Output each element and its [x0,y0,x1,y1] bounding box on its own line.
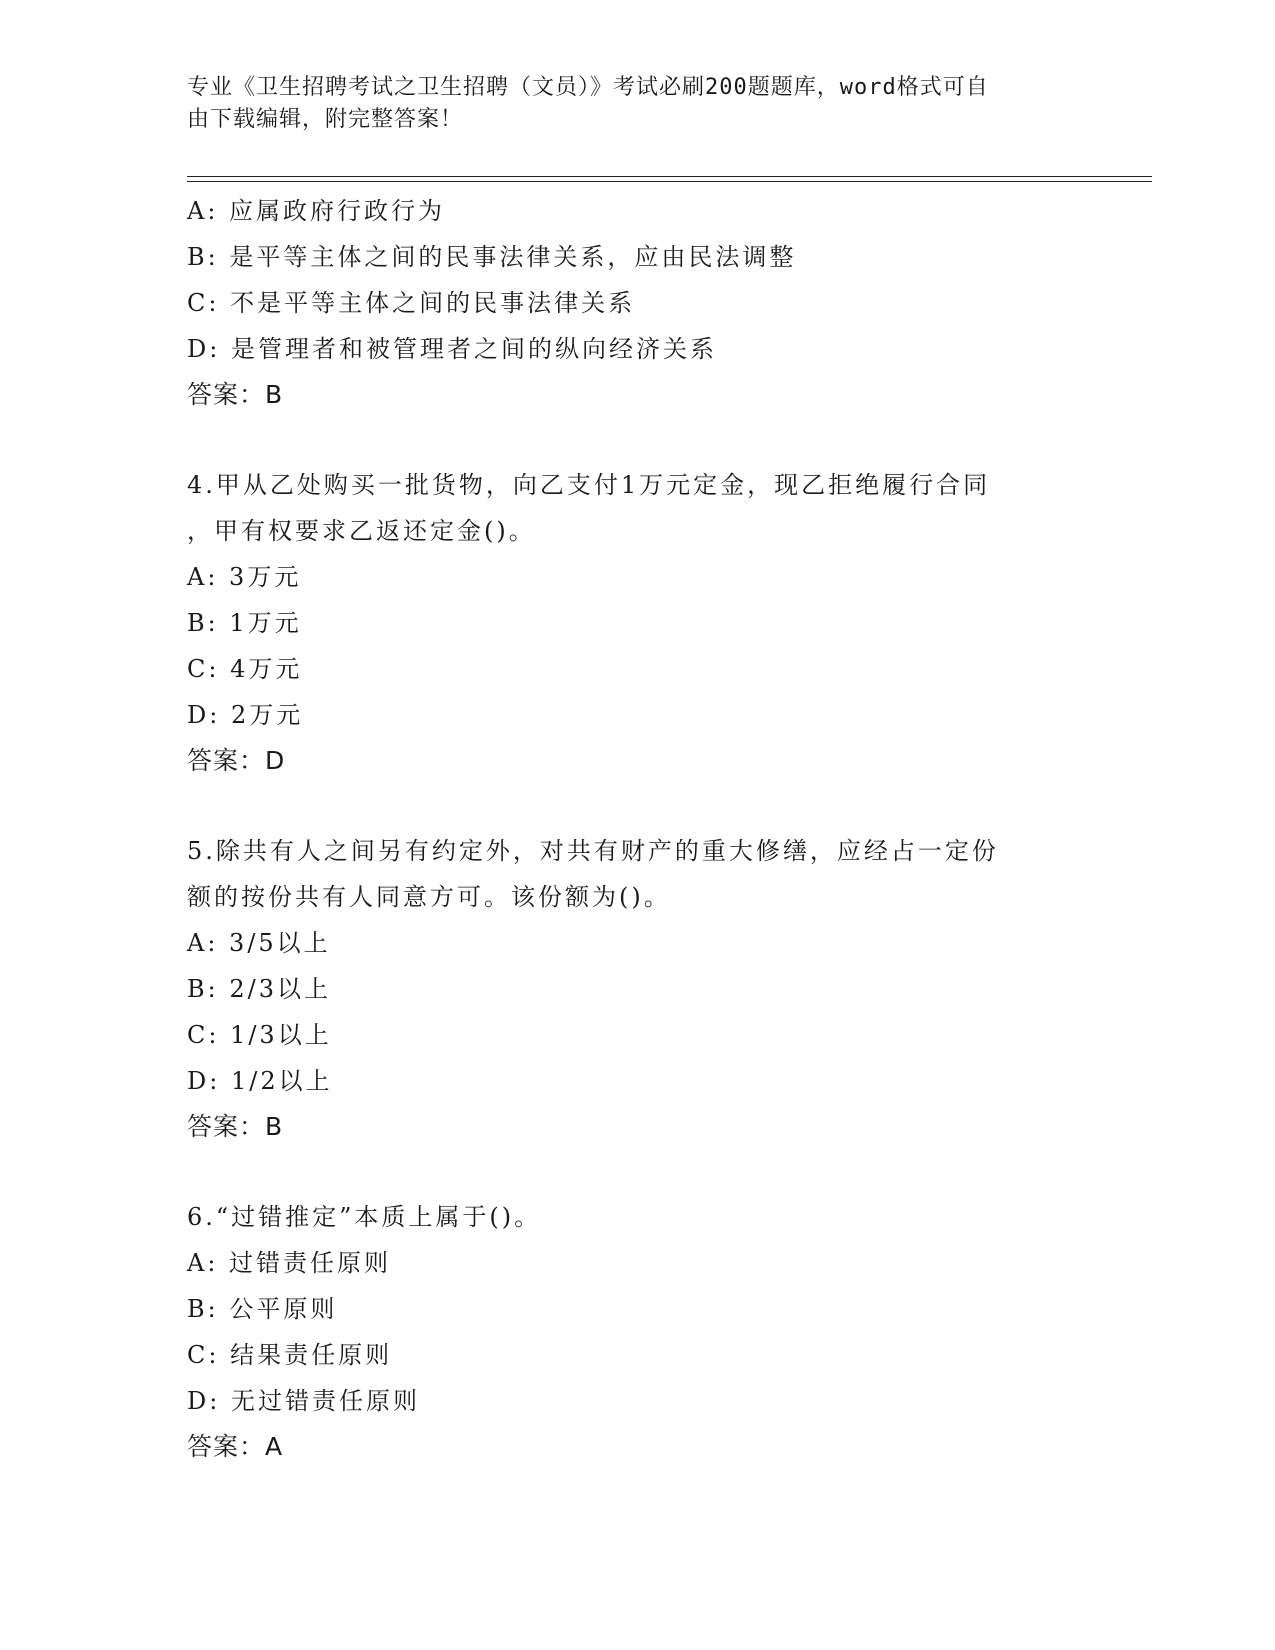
spacer [187,418,1087,462]
spacer [187,1150,1087,1194]
answer: 答案：B [187,380,284,409]
option-a: A: 3/5以上 [187,929,331,957]
option-d: D: 无过错责任原则 [187,1387,420,1415]
question-stem: 5.除共有人之间另有约定外，对共有财产的重大修缮，应经占一定份 [187,837,999,865]
option-b: B: 1万元 [187,609,302,637]
document-header [187,72,1067,136]
spacer [187,784,1087,828]
header-line-2: 由下载编辑，附完整答案！ [187,107,464,132]
option-c: C: 1/3以上 [187,1021,332,1049]
option-d: D: 2万元 [187,701,304,729]
header-divider-bottom [187,181,1152,182]
option-b: B: 2/3以上 [187,975,331,1003]
option-a: A: 应属政府行政行为 [187,197,446,225]
option-d: D: 是管理者和被管理者之间的纵向经济关系 [187,335,717,363]
question-4 [187,462,1087,784]
option-d: D: 1/2以上 [187,1067,333,1095]
question-5 [187,828,1087,1150]
question-list [187,188,1087,1470]
question-stem-continued: ，甲有权要求乙返还定金()。 [187,517,536,545]
option-b: B: 公平原则 [187,1295,338,1323]
option-c: C: 不是平等主体之间的民事法律关系 [187,289,636,317]
option-b: B: 是平等主体之间的民事法律关系，应由民法调整 [187,243,797,271]
option-c: C: 结果责任原则 [187,1341,393,1369]
question-6 [187,1194,1087,1470]
option-c: C: 4万元 [187,655,303,683]
question-3 [187,188,1087,418]
question-stem: 6.“过错推定”本质上属于()。 [187,1203,542,1231]
answer: 答案：A [187,1432,284,1461]
header-line-1: 专业《卫生招聘考试之卫生招聘（文员）》考试必刷200题题库，word格式可自 [187,75,989,100]
question-stem: 4.甲从乙处购买一批货物，向乙支付1万元定金，现乙拒绝履行合同 [187,471,991,499]
header-divider-top [187,176,1152,177]
option-a: A: 过错责任原则 [187,1249,392,1277]
question-stem-continued: 额的按份共有人同意方可。该份额为()。 [187,883,671,911]
answer: 答案：B [187,1112,284,1141]
answer: 答案：D [187,746,286,775]
option-a: A: 3万元 [187,563,302,591]
